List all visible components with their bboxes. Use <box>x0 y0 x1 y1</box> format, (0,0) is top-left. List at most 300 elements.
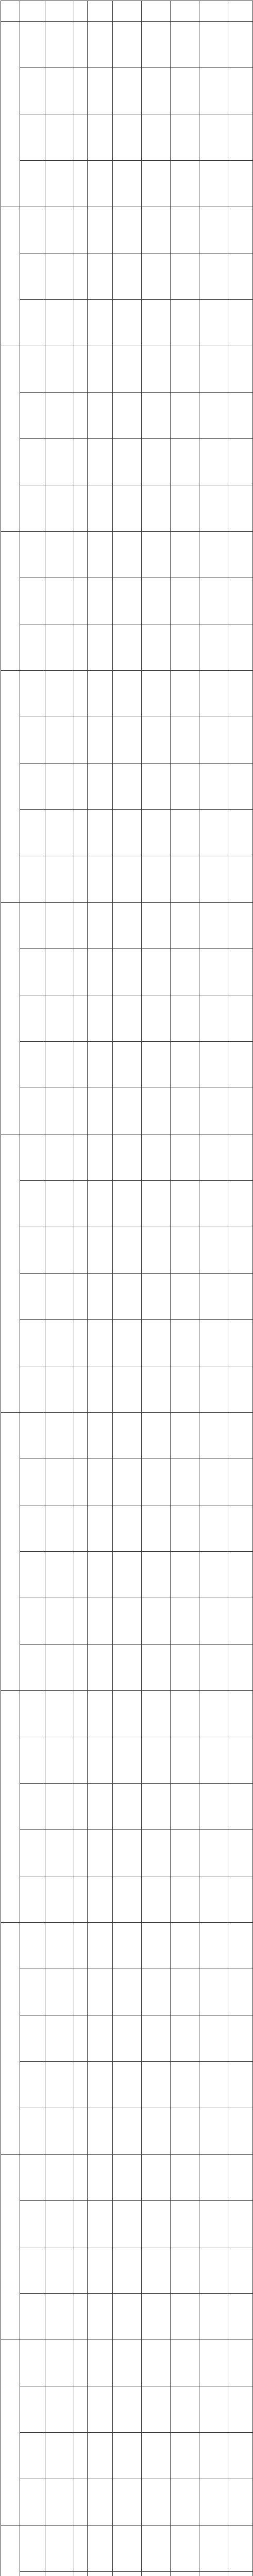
table-cell <box>45 253 74 300</box>
table-cell <box>113 2294 142 2340</box>
table-cell <box>45 1042 74 1088</box>
table-cell <box>228 1552 253 1598</box>
table-cell <box>88 485 113 532</box>
table-cell <box>20 1366 45 1413</box>
table-cell <box>88 949 113 995</box>
table-cell <box>45 995 74 1042</box>
department-cell <box>1 1413 20 1691</box>
table-cell <box>113 1876 142 1923</box>
table-cell <box>142 1552 171 1598</box>
table-cell <box>171 717 199 764</box>
table-cell <box>171 1042 199 1088</box>
table-cell <box>171 1598 199 1645</box>
table-row <box>1 1830 253 1876</box>
table-cell <box>171 764 199 810</box>
table-cell <box>45 671 74 717</box>
table-cell <box>88 1691 113 1737</box>
table-cell <box>142 2108 171 2155</box>
table-cell <box>199 2247 228 2294</box>
table-cell <box>199 1552 228 1598</box>
table-cell <box>45 2572 74 2576</box>
table-cell <box>171 1134 199 1181</box>
table-cell <box>199 624 228 671</box>
table-cell <box>74 1366 88 1413</box>
table-cell <box>199 2526 228 2572</box>
table-cell <box>113 2433 142 2479</box>
table-cell <box>74 2108 88 2155</box>
table-cell <box>88 2572 113 2576</box>
table-cell <box>142 439 171 485</box>
table-cell <box>74 810 88 856</box>
table-cell <box>199 2386 228 2433</box>
table-cell <box>20 2155 45 2201</box>
table-row <box>1 300 253 346</box>
table-cell <box>45 1598 74 1645</box>
table-cell <box>199 300 228 346</box>
table-cell <box>142 1969 171 2015</box>
table-cell <box>113 1923 142 1969</box>
table-cell <box>45 2155 74 2201</box>
department-cell <box>1 207 20 346</box>
table-cell <box>113 717 142 764</box>
table-cell <box>199 764 228 810</box>
table-cell <box>20 1552 45 1598</box>
table-cell <box>45 1969 74 2015</box>
table-cell <box>74 22 88 68</box>
table-cell <box>171 903 199 949</box>
table-cell <box>88 2062 113 2108</box>
table-cell <box>228 2015 253 2062</box>
table-cell <box>88 68 113 114</box>
table-cell <box>20 1737 45 1784</box>
table-cell <box>171 1691 199 1737</box>
table-cell <box>88 1737 113 1784</box>
column-header <box>1 1 20 22</box>
table-cell <box>199 1181 228 1227</box>
table-cell <box>45 439 74 485</box>
table-cell <box>74 532 88 578</box>
table-cell <box>199 949 228 995</box>
table-cell <box>171 1923 199 1969</box>
table-cell <box>228 764 253 810</box>
table-cell <box>171 2062 199 2108</box>
column-header <box>171 1 199 22</box>
table-cell <box>74 1737 88 1784</box>
table-cell <box>228 1645 253 1691</box>
table-cell <box>113 671 142 717</box>
table-cell <box>113 1413 142 1459</box>
table-row <box>1 2155 253 2201</box>
table-cell <box>20 485 45 532</box>
table-cell <box>74 1134 88 1181</box>
table-cell <box>74 2062 88 2108</box>
table-row <box>1 2062 253 2108</box>
table-row <box>1 1274 253 1320</box>
table-cell <box>74 717 88 764</box>
table-cell <box>74 1552 88 1598</box>
table-row <box>1 1413 253 1459</box>
table-cell <box>45 764 74 810</box>
table-row <box>1 439 253 485</box>
column-header <box>88 1 113 22</box>
department-cell <box>1 2155 20 2340</box>
table-cell <box>74 485 88 532</box>
table-cell <box>142 253 171 300</box>
table-cell <box>228 2294 253 2340</box>
table-cell <box>228 903 253 949</box>
table-cell <box>171 578 199 624</box>
table-cell <box>20 810 45 856</box>
table-cell <box>74 2201 88 2247</box>
table-cell <box>88 1413 113 1459</box>
table-cell <box>20 2015 45 2062</box>
table-cell <box>199 2572 228 2576</box>
table-cell <box>142 22 171 68</box>
table-cell <box>199 810 228 856</box>
table-cell <box>228 1876 253 1923</box>
table-cell <box>142 114 171 161</box>
table-cell <box>142 1274 171 1320</box>
table-cell <box>199 578 228 624</box>
table-cell <box>88 1181 113 1227</box>
table-cell <box>199 1923 228 1969</box>
table-cell <box>113 1645 142 1691</box>
table-cell <box>171 1274 199 1320</box>
table-cell <box>228 207 253 253</box>
table-row <box>1 1552 253 1598</box>
department-cell <box>1 2340 20 2526</box>
table-cell <box>142 949 171 995</box>
table-cell <box>199 161 228 207</box>
table-row <box>1 346 253 393</box>
table-cell <box>74 2155 88 2201</box>
table-cell <box>113 2526 142 2572</box>
table-cell <box>113 1227 142 1274</box>
table-cell <box>199 439 228 485</box>
table-row <box>1 1088 253 1134</box>
table-row <box>1 2294 253 2340</box>
table-cell <box>171 253 199 300</box>
table-cell <box>20 393 45 439</box>
table-cell <box>171 671 199 717</box>
table-row <box>1 393 253 439</box>
table-cell <box>113 949 142 995</box>
table-cell <box>74 2386 88 2433</box>
table-cell <box>88 671 113 717</box>
table-row <box>1 22 253 68</box>
table-cell <box>74 1876 88 1923</box>
table-cell <box>88 1830 113 1876</box>
table-cell <box>228 671 253 717</box>
table-row <box>1 2247 253 2294</box>
table-cell <box>113 1181 142 1227</box>
table-cell <box>88 439 113 485</box>
table-row <box>1 207 253 253</box>
table-cell <box>142 2155 171 2201</box>
table-cell <box>74 995 88 1042</box>
table-cell <box>142 485 171 532</box>
table-cell <box>113 439 142 485</box>
table-cell <box>88 578 113 624</box>
table-cell <box>113 68 142 114</box>
table-cell <box>199 1320 228 1366</box>
table-cell <box>113 253 142 300</box>
table-cell <box>20 1413 45 1459</box>
table-cell <box>20 1227 45 1274</box>
table-row <box>1 1784 253 1830</box>
table-cell <box>88 1366 113 1413</box>
table-cell <box>199 1042 228 1088</box>
table-cell <box>142 1134 171 1181</box>
table-cell <box>74 1274 88 1320</box>
table-cell <box>228 856 253 903</box>
table-cell <box>113 1691 142 1737</box>
table-cell <box>228 1088 253 1134</box>
table-cell <box>142 2015 171 2062</box>
table-cell <box>228 1830 253 1876</box>
table-cell <box>45 207 74 253</box>
table-cell <box>228 1737 253 1784</box>
table-cell <box>142 207 171 253</box>
table-cell <box>142 393 171 439</box>
table-cell <box>199 68 228 114</box>
table-cell <box>74 1227 88 1274</box>
table-cell <box>113 1274 142 1320</box>
table-cell <box>88 2201 113 2247</box>
table-row <box>1 2526 253 2572</box>
table-cell <box>171 2247 199 2294</box>
table-cell <box>199 856 228 903</box>
table-cell <box>20 1784 45 1830</box>
table-cell <box>199 393 228 439</box>
table-cell <box>228 2201 253 2247</box>
table-row <box>1 2201 253 2247</box>
table-cell <box>228 1923 253 1969</box>
table-cell <box>171 1366 199 1413</box>
table-row <box>1 68 253 114</box>
table-cell <box>228 2386 253 2433</box>
table-cell <box>45 1876 74 1923</box>
table-cell <box>199 1737 228 1784</box>
table-cell <box>45 1459 74 1505</box>
table-cell <box>228 2340 253 2386</box>
table-cell <box>74 2247 88 2294</box>
table-cell <box>199 346 228 393</box>
table-cell <box>171 1505 199 1552</box>
table-row <box>1 2386 253 2433</box>
table-cell <box>88 1227 113 1274</box>
table-cell <box>142 2526 171 2572</box>
table-cell <box>142 995 171 1042</box>
table-cell <box>142 1413 171 1459</box>
table-cell <box>45 1737 74 1784</box>
table-cell <box>199 1413 228 1459</box>
table-cell <box>45 1552 74 1598</box>
table-cell <box>171 2433 199 2479</box>
table-cell <box>228 485 253 532</box>
table-cell <box>142 1042 171 1088</box>
table-cell <box>171 810 199 856</box>
table-cell <box>45 1274 74 1320</box>
table-cell <box>88 1876 113 1923</box>
column-header <box>45 1 74 22</box>
table-cell <box>142 1691 171 1737</box>
table-cell <box>45 1181 74 1227</box>
table-cell <box>20 300 45 346</box>
table-header-row <box>1 1 253 22</box>
table-cell <box>88 1645 113 1691</box>
table-cell <box>20 2386 45 2433</box>
table-cell <box>142 1181 171 1227</box>
table-cell <box>74 1645 88 1691</box>
table-cell <box>45 346 74 393</box>
table-cell <box>88 2433 113 2479</box>
table-cell <box>113 578 142 624</box>
table-cell <box>199 1969 228 2015</box>
table-cell <box>171 949 199 995</box>
table-cell <box>228 1366 253 1413</box>
table-cell <box>20 1505 45 1552</box>
table-row <box>1 671 253 717</box>
table-cell <box>74 1923 88 1969</box>
table-cell <box>20 1320 45 1366</box>
table-cell <box>113 2062 142 2108</box>
table-cell <box>20 764 45 810</box>
table-cell <box>199 1830 228 1876</box>
table-cell <box>113 2108 142 2155</box>
table-cell <box>74 1042 88 1088</box>
table-cell <box>199 1134 228 1181</box>
table-cell <box>45 856 74 903</box>
table-cell <box>45 1320 74 1366</box>
table-cell <box>88 2526 113 2572</box>
table-cell <box>88 624 113 671</box>
table-cell <box>45 22 74 68</box>
table-row <box>1 1969 253 2015</box>
table-cell <box>88 1320 113 1366</box>
table-cell <box>199 2340 228 2386</box>
table-cell <box>228 253 253 300</box>
column-header <box>199 1 228 22</box>
table-cell <box>88 810 113 856</box>
table-cell <box>228 393 253 439</box>
table-cell <box>88 1134 113 1181</box>
table-row <box>1 764 253 810</box>
table-cell <box>74 903 88 949</box>
table-cell <box>171 856 199 903</box>
table-cell <box>20 1042 45 1088</box>
table-row <box>1 1876 253 1923</box>
table-cell <box>228 995 253 1042</box>
table-cell <box>228 300 253 346</box>
table-row <box>1 995 253 1042</box>
table-cell <box>88 1969 113 2015</box>
table-cell <box>45 2479 74 2526</box>
table-cell <box>228 624 253 671</box>
table-cell <box>113 624 142 671</box>
table-cell <box>74 253 88 300</box>
table-cell <box>20 532 45 578</box>
table-cell <box>142 532 171 578</box>
table-cell <box>74 161 88 207</box>
table-cell <box>113 393 142 439</box>
table-cell <box>45 532 74 578</box>
department-cell <box>1 2526 20 2576</box>
table-cell <box>20 949 45 995</box>
table-cell <box>113 2386 142 2433</box>
table-cell <box>88 1552 113 1598</box>
table-cell <box>228 2572 253 2576</box>
table-cell <box>20 1876 45 1923</box>
table-cell <box>171 2386 199 2433</box>
table-cell <box>142 1923 171 1969</box>
table-cell <box>20 1923 45 1969</box>
table-cell <box>45 2386 74 2433</box>
table-cell <box>74 856 88 903</box>
table-cell <box>20 2062 45 2108</box>
table-cell <box>199 2479 228 2526</box>
table-cell <box>171 393 199 439</box>
table-cell <box>74 1413 88 1459</box>
table-cell <box>113 810 142 856</box>
table-cell <box>74 2526 88 2572</box>
table-cell <box>45 161 74 207</box>
table-cell <box>228 2062 253 2108</box>
table-cell <box>88 995 113 1042</box>
table-cell <box>20 1088 45 1134</box>
table-cell <box>113 1552 142 1598</box>
table-cell <box>88 2247 113 2294</box>
table-cell <box>228 1784 253 1830</box>
table-row <box>1 253 253 300</box>
table-cell <box>142 2062 171 2108</box>
table-cell <box>74 2015 88 2062</box>
department-cell <box>1 22 20 207</box>
table-cell <box>74 393 88 439</box>
table-cell <box>74 1830 88 1876</box>
table-cell <box>171 1876 199 1923</box>
table-cell <box>171 2201 199 2247</box>
table-cell <box>88 764 113 810</box>
table-cell <box>20 1598 45 1645</box>
table-cell <box>228 22 253 68</box>
table-cell <box>45 810 74 856</box>
table-cell <box>45 2015 74 2062</box>
table-cell <box>228 2108 253 2155</box>
table-cell <box>171 161 199 207</box>
table-cell <box>171 1413 199 1459</box>
table-cell <box>199 1691 228 1737</box>
table-cell <box>20 2108 45 2155</box>
table-cell <box>228 68 253 114</box>
table-cell <box>142 856 171 903</box>
table-cell <box>20 995 45 1042</box>
table-cell <box>74 1691 88 1737</box>
table-row <box>1 1320 253 1366</box>
table-cell <box>20 1459 45 1505</box>
table-cell <box>142 2386 171 2433</box>
table-cell <box>199 1645 228 1691</box>
table-cell <box>113 2155 142 2201</box>
table-cell <box>142 346 171 393</box>
table-cell <box>199 22 228 68</box>
department-cell <box>1 903 20 1134</box>
table-cell <box>199 532 228 578</box>
table-cell <box>20 161 45 207</box>
table-cell <box>142 300 171 346</box>
table-cell <box>74 2433 88 2479</box>
table-cell <box>74 764 88 810</box>
